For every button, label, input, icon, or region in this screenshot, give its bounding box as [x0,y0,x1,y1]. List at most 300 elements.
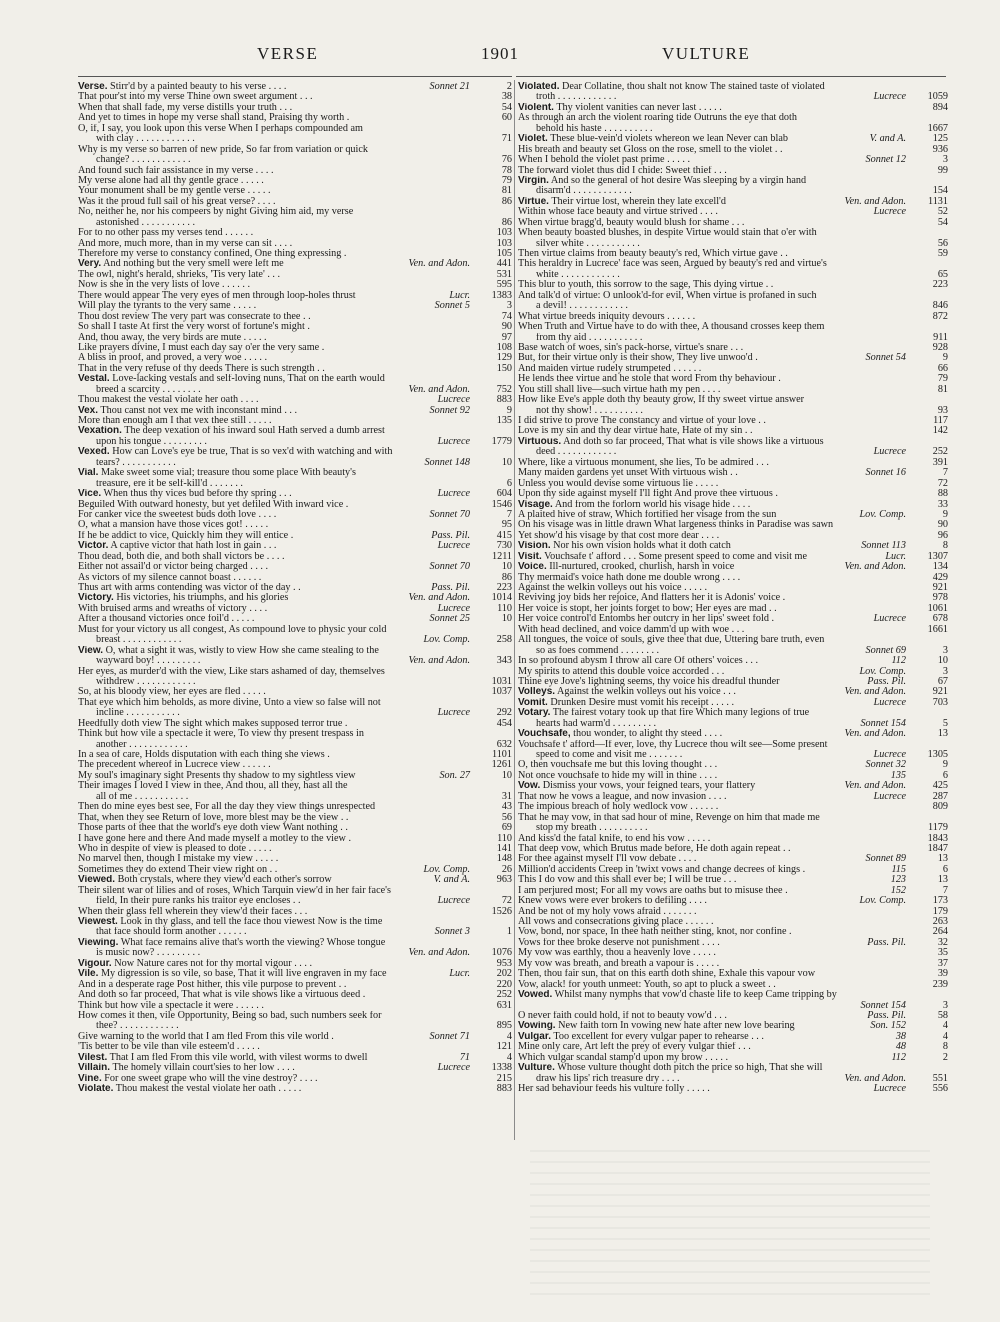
work-reference: Lov. Comp. [856,667,906,677]
headword: Vow. [518,781,541,792]
quotation-text: incline . . . . . . . . . . . [96,708,180,719]
quotation-text: Too excellent for every vulgar paper to rehearse . . . [553,1031,764,1042]
concordance-line [78,92,512,102]
concordance-line [78,823,512,833]
line-number: 872 [910,312,948,322]
concordance-line [78,583,512,593]
quotation-text: draw his lips' rich treasure dry . . . . [536,1073,680,1084]
concordance-line [78,771,512,781]
quotation-text: Make sweet some vial; treasure thou some place With beauty's [100,468,356,479]
quotation-text: And in a desperate rage Post hither, this vile purpose to prevent . . [78,979,347,990]
work-reference: Ven. and Adon. [842,729,907,739]
quotation-text: Reviving joy bids her rejoice, And flatters her it is Adonis' voice . [518,593,786,604]
quotation-text: Like prayers divine, I must each day say o'er the very same . [78,342,325,353]
concordance-line [78,510,512,520]
concordance-line [78,218,512,228]
line-number: 703 [910,698,948,708]
line-number: 1211 [474,552,512,562]
concordance-line [518,1074,948,1084]
concordance-line [78,500,512,510]
line-number: 953 [474,959,512,969]
quotation-text: But, for their virtue only is their show, They live unwoo'd . [518,353,758,364]
work-reference: Lov. Comp. [856,896,906,906]
work-reference: 48 [893,1042,906,1052]
quotation-text: Beguiled With outward honesty, but yet defiled With inward vice . [78,499,349,510]
quotation-text: And talk'd of virtue: O unlook'd-for evil, When virtue is profaned in such [518,290,817,301]
quotation-text: Unless you would devise some virtuous lie . . . . . [518,478,719,489]
line-number: 4 [910,1021,948,1031]
work-reference: Sonnet 148 [421,458,470,468]
line-number: 1014 [474,593,512,603]
concordance-line [518,239,948,249]
quotation-text: Their silent war of lilies and of roses, Which Tarquin view'd in her fair face's [78,885,391,896]
concordance-line [518,719,948,729]
quotation-text: Will play the tyrants to the very same . . . . . [78,301,257,312]
concordance-line [78,875,512,885]
line-number: 1061 [910,604,948,614]
concordance-line [518,687,948,697]
concordance-line [518,917,948,927]
concordance-line [518,865,948,875]
line-number: 54 [474,103,512,113]
line-number: 179 [910,907,948,917]
quotation-text: That eye which him beholds, as more divine, Unto a view so false will not [78,697,381,708]
headword: Victor. [78,541,109,552]
headword: Violent. [518,102,554,113]
work-reference: 152 [888,886,906,896]
quotation-text: These blue-vein'd violets whereon we lean Never can blab [550,134,788,145]
quotation-text: Yet show'd his visage by that cost more dear . . . . [518,530,720,541]
quotation-text: O, what a sight it was, wistly to view How she came stealing to the [105,645,379,656]
work-reference: Sonnet 70 [427,510,470,520]
quotation-text: tears? . . . . . . . . . . . [96,457,176,468]
quotation-text: white . . . . . . . . . . . . [536,269,620,280]
line-number: 32 [910,938,948,948]
line-number: 79 [910,374,948,384]
quotation-text: disarm'd . . . . . . . . . . . . [536,186,632,197]
headword: Vomit. [518,697,548,708]
concordance-line [518,604,948,614]
quotation-text: thou wonder, to alight thy steed . . . . [573,729,723,740]
concordance-line [518,333,948,343]
concordance-line [78,134,512,144]
concordance-line [518,750,948,760]
line-number: 911 [910,333,948,343]
quotation-text: A plaited hive of straw, Which fortified her visage from the sun [518,509,777,520]
line-number: 86 [474,218,512,228]
quotation-text: That in the very refuse of thy deeds There is such strength . . [78,363,325,374]
line-number: 81 [474,186,512,196]
work-reference: Sonnet 12 [863,155,906,165]
headword: Virgin. [518,175,549,186]
concordance-line [78,813,512,823]
concordance-line [78,103,512,113]
concordance-line [78,468,512,478]
quotation-text: And from the forlorn world his visage hide . . . . [554,499,751,510]
concordance-line [78,844,512,854]
line-number: 2 [910,1053,948,1063]
concordance-line [518,990,948,1000]
quotation-text: Within whose face beauty and virtue strived . . . . [518,207,718,218]
concordance-line [518,1011,948,1021]
quotation-text: When thus thy vices bud before thy spring . . . [103,489,292,500]
work-reference: Lov. Comp. [856,510,906,520]
quotation-text: all of me . . . . . . . . . . . [96,791,189,802]
line-number: 110 [474,834,512,844]
line-number: 6 [910,865,948,875]
quotation-text: Thou dost review The very part was consecrate to thee . . [78,311,311,322]
line-number: 13 [910,729,948,739]
concordance-line [518,771,948,781]
concordance-line [78,1021,512,1031]
work-reference: Ven. and Adon. [842,781,907,791]
quotation-text: After a thousand victories once foil'd . . . . . [78,614,255,625]
concordance-line [78,1042,512,1052]
work-reference: 38 [893,1032,906,1042]
line-number: 425 [910,781,948,791]
quotation-text: Where, like a virtuous monument, she lies, To be admired . . . [518,457,769,468]
concordance-line [518,301,948,311]
header-right-word: VULTURE [662,44,751,63]
concordance-line [78,322,512,332]
line-number: 9 [910,760,948,770]
concordance-line [78,729,512,739]
quotation-text: That he may vow, in that sad hour of mine, Revenge on him that made me [518,812,820,823]
concordance-line [518,875,948,885]
work-reference: Sonnet 32 [863,760,906,770]
line-number: 125 [910,134,948,144]
work-reference: Lucrece [435,1063,470,1073]
quotation-text: This I do vow and this shall ever be; I will be true . . . [518,875,737,886]
concordance-line [518,927,948,937]
line-number: 343 [474,656,512,666]
quotation-text: Now is she in the very lists of love . . . . . . [78,280,251,291]
concordance-line [78,82,512,92]
work-reference: Lucrece [435,896,470,906]
quotation-text: not thy show! . . . . . . . . . . [536,405,643,416]
headword: Vestal. [78,374,110,385]
line-number: 391 [910,458,948,468]
concordance-line [518,813,948,823]
concordance-line [518,92,948,102]
quotation-text: withdrew . . . . . . . . . . . . [96,676,196,687]
quotation-text: Her voice is stopt, her joints forget to bow; Her eyes are mad . . [518,603,777,614]
line-number: 7 [474,510,512,520]
line-number: 110 [474,604,512,614]
line-number: 1847 [910,844,948,854]
line-number: 99 [910,166,948,176]
line-number: 72 [910,479,948,489]
concordance-line [518,510,948,520]
line-number: 252 [910,447,948,457]
quotation-text: Thou canst not vex me with inconstant mind . . . [100,405,298,416]
line-number: 531 [474,270,512,280]
concordance-line [78,750,512,760]
concordance-line [78,886,512,896]
line-number: 678 [910,614,948,624]
quotation-text: treasure, ere it be self-kill'd . . . . . . . [96,478,243,489]
concordance-line [78,239,512,249]
concordance-line [78,374,512,384]
quotation-text: With head declined, and voice damm'd up with woe . . . [518,624,745,635]
header-rule-left [78,76,512,77]
work-reference: Sonnet 3 [432,927,470,937]
line-number: 1179 [910,823,948,833]
line-number: 52 [910,207,948,217]
line-number: 86 [474,573,512,583]
line-number: 2 [474,82,512,92]
line-number: 1383 [474,291,512,301]
work-reference: Lucrece [435,395,470,405]
concordance-line [78,573,512,583]
quotation-text: O, if, I say, you look upon this verse When I perhaps compounded am [78,123,363,134]
concordance-line [78,781,512,791]
quotation-text: Dismiss your vows, your feigned tears, your flattery [542,781,756,792]
concordance-line [78,604,512,614]
line-number: 13 [910,854,948,864]
line-number: 56 [910,239,948,249]
concordance-line [78,552,512,562]
headword: Viewest. [78,917,118,927]
quotation-text: Then do mine eyes best see, For all the day they view things unrespected [78,802,376,813]
concordance-line [78,531,512,541]
quotation-text: silver white . . . . . . . . . . . [536,238,640,249]
quotation-text: Vow, alack! for youth unmeet: Youth, so apt to pluck a sweet . . [518,979,776,990]
line-number: 95 [474,520,512,530]
quotation-text: breast . . . . . . . . . . . . [96,635,182,646]
work-reference: Lucrece [871,1084,906,1094]
work-reference: Pass. Pil. [864,677,906,687]
line-number: 752 [474,385,512,395]
concordance-line [518,426,948,436]
line-number: 263 [910,917,948,927]
line-number: 65 [910,270,948,280]
concordance-line [518,479,948,489]
quotation-text: Thy violent vanities can never last . . . . . [556,102,722,113]
quotation-text: When their glass fell wherein they view'd their faces . . . [78,906,308,917]
work-reference: Lucrece [435,437,470,447]
quotation-text: Against the welkin volleys out his voice . . . . . [518,583,708,593]
work-reference: Sonnet 70 [427,562,470,572]
line-number: 239 [910,980,948,990]
line-number: 3 [474,301,512,311]
line-number: 10 [474,458,512,468]
line-number: 730 [474,541,512,551]
concordance-line [518,353,948,363]
line-number: 1 [474,927,512,937]
concordance-line [78,333,512,343]
quotation-text: All vows and consecrations giving place . . . . . . [518,917,714,927]
concordance-line [78,458,512,468]
concordance-line [78,1053,512,1063]
work-reference: 71 [457,1053,470,1063]
concordance-line [78,635,512,645]
concordance-line [518,1063,948,1073]
quotation-text: Dear Collatine, thou shalt not know The stained taste of violated [562,82,825,92]
quotation-text: For thee against myself I'll vow debate . . . . [518,854,697,865]
line-number: 883 [474,395,512,405]
line-number: 1305 [910,750,948,760]
headword: Viewed. [78,875,116,886]
concordance-line [518,280,948,290]
concordance-line [518,531,948,541]
concordance-line [518,844,948,854]
concordance-line [78,948,512,958]
line-number: 809 [910,802,948,812]
concordance-line [518,614,948,624]
quotation-text: Drunken Desire must vomit his receipt . . . . . [550,697,734,708]
work-reference: Sonnet 154 [857,719,906,729]
concordance-line [78,667,512,677]
concordance-line [518,176,948,186]
line-number: 595 [474,280,512,290]
quotation-text: For to no other pass my verses tend . . . . . . [78,228,254,239]
quotation-text: I am perjured most; For all my vows are oaths but to misuse thee . [518,885,788,896]
concordance-line [78,1074,512,1084]
quotation-text: Love is my sin and thy dear virtue hate, Hate of my sin . . [518,426,753,437]
quotation-text: Stirr'd by a painted beauty to his verse . . . . [110,82,287,92]
quotation-text: No, neither he, nor his compeers by night Giving him aid, my verse [78,207,354,218]
quotation-text: So, at his bloody view, her eyes are fled . . . . . [78,687,266,698]
line-number: 38 [474,92,512,102]
line-number: 264 [910,927,948,937]
left-column [78,82,512,1094]
concordance-line [518,416,948,426]
line-number: 936 [910,145,948,155]
concordance-line [518,520,948,530]
concordance-line [518,1053,948,1063]
line-number: 134 [910,562,948,572]
line-number: 223 [910,280,948,290]
headword: Vexation. [78,426,122,437]
line-number: 556 [910,1084,948,1094]
concordance-line [518,907,948,917]
line-number: 1076 [474,948,512,958]
line-number: 441 [474,259,512,269]
work-reference: 115 [888,865,906,875]
quotation-text: Both crystals, where they view'd each other's sorrow [117,875,332,886]
quotation-text: O, what a mansion have those vices got! . . . . . [78,520,269,531]
quotation-text: Many maiden gardens yet unset With virtuous wish . . [518,468,738,479]
concordance-line [78,406,512,416]
concordance-line [518,552,948,562]
concordance-line [518,270,948,280]
quotation-text: that face should form another . . . . . . [96,927,247,938]
line-number: 202 [474,969,512,979]
quotation-text: For canker vice the sweetest buds doth love . . . . [78,509,277,520]
concordance-line [518,1021,948,1031]
concordance-line [518,406,948,416]
quotation-text: Sometimes they do extend Their view right on . . [78,864,278,875]
concordance-line [78,740,512,750]
quotation-text: Thou makest the vestal violate her oath . . . . [78,395,259,406]
work-reference: Ven. and Adon. [842,1074,907,1084]
concordance-line [518,218,948,228]
concordance-line [518,708,948,718]
concordance-line [78,426,512,436]
headword: Voice. [518,562,547,573]
quotation-text: Not once vouchsafe to hide my will in thine . . . . [518,770,718,781]
concordance-line [518,145,948,155]
line-number: 43 [474,802,512,812]
quotation-text: Then, thou fair sun, that on this earth doth shine, Exhale this vapour vow [518,969,816,980]
line-number: 921 [910,687,948,697]
quotation-text: That deep vow, which Brutus made before, He doth again repeat . . [518,843,791,854]
line-number: 103 [474,228,512,238]
concordance-line [78,353,512,363]
quotation-text: Ill-nurtured, crooked, churlish, harsh in voice [549,562,735,573]
concordance-line [518,458,948,468]
work-reference: 135 [888,771,906,781]
headword: Vice. [78,489,102,500]
quotation-text: Must for your victory us all congest, As compound love to physic your cold [78,624,387,635]
quotation-text: This blur to youth, this sorrow to the sage, This dying virtue . . [518,280,774,291]
quotation-text: The precedent whereof in Lucrece view . . . . . . [78,760,271,771]
line-number: 142 [910,426,948,436]
quotation-text: Now Nature cares not for thy mortal vigour . . . . [114,958,313,969]
work-reference: Lov. Comp. [420,635,470,645]
quotation-text: Thou dead, both die, and both shall victors be . . . . [78,551,285,562]
headword: Vulture. [518,1063,555,1074]
work-reference: Son. 152 [867,1021,906,1031]
quotation-text: astonished . . . . . . . . . . . [96,217,196,228]
concordance-line [78,708,512,718]
quotation-text: Vouchsafe t' afford . . . Some present speed to come and visit me [544,551,807,562]
work-reference: Ven. and Adon. [406,948,471,958]
quotation-text: This heraldry in Lucrece' face was seen, Argued by beauty's red and virtue's [518,259,827,270]
headword: Vigour. [78,958,112,969]
quotation-text: Thus art with arms contending was victor of the day . . [78,583,301,593]
work-reference: 112 [888,1053,906,1063]
quotation-text: Their virtue lost, wherein they late excell'd [551,196,726,207]
quotation-text: He lends thee virtue and he stole that word From thy behaviour . [518,374,781,385]
work-reference: Sonnet 21 [427,82,470,92]
quotation-text: That, when they see Return of love, more blest may be the view . . [78,812,349,823]
concordance-line [78,270,512,280]
work-reference: Lucrece [435,489,470,499]
quotation-text: breed a scarcity . . . . . . . . [96,384,201,395]
concordance-line [518,677,948,687]
headword: Votary. [518,708,551,719]
line-number: 37 [910,959,948,969]
quotation-text: A captive victor that hath lost in gain . . . [110,541,277,552]
line-number: 103 [474,239,512,249]
concordance-line [78,656,512,666]
line-number: 1031 [474,677,512,687]
quotation-text: When Truth and Virtue have to do with thee, A thousand crosses keep them [518,322,825,333]
concordance-line [518,854,948,864]
work-reference: Sonnet 16 [863,468,906,478]
line-number: 135 [474,416,512,426]
work-reference: Lucrece [871,92,906,102]
line-number: 1667 [910,124,948,134]
quotation-text: change? . . . . . . . . . . . . [96,155,191,166]
headword: Vouchsafe, [518,729,571,740]
concordance-line [78,614,512,624]
line-number: 3 [910,1001,948,1011]
line-number: 88 [910,489,948,499]
line-number: 632 [474,740,512,750]
line-number: 10 [910,656,948,666]
concordance-line [518,781,948,791]
concordance-line [78,698,512,708]
line-number: 9 [910,353,948,363]
quotation-text: Nor his own vision holds what it doth catch [553,541,731,552]
concordance-line [78,1063,512,1073]
work-reference: Ven. and Adon. [842,197,907,207]
concordance-line [78,113,512,123]
work-reference: Lucrece [435,604,470,614]
